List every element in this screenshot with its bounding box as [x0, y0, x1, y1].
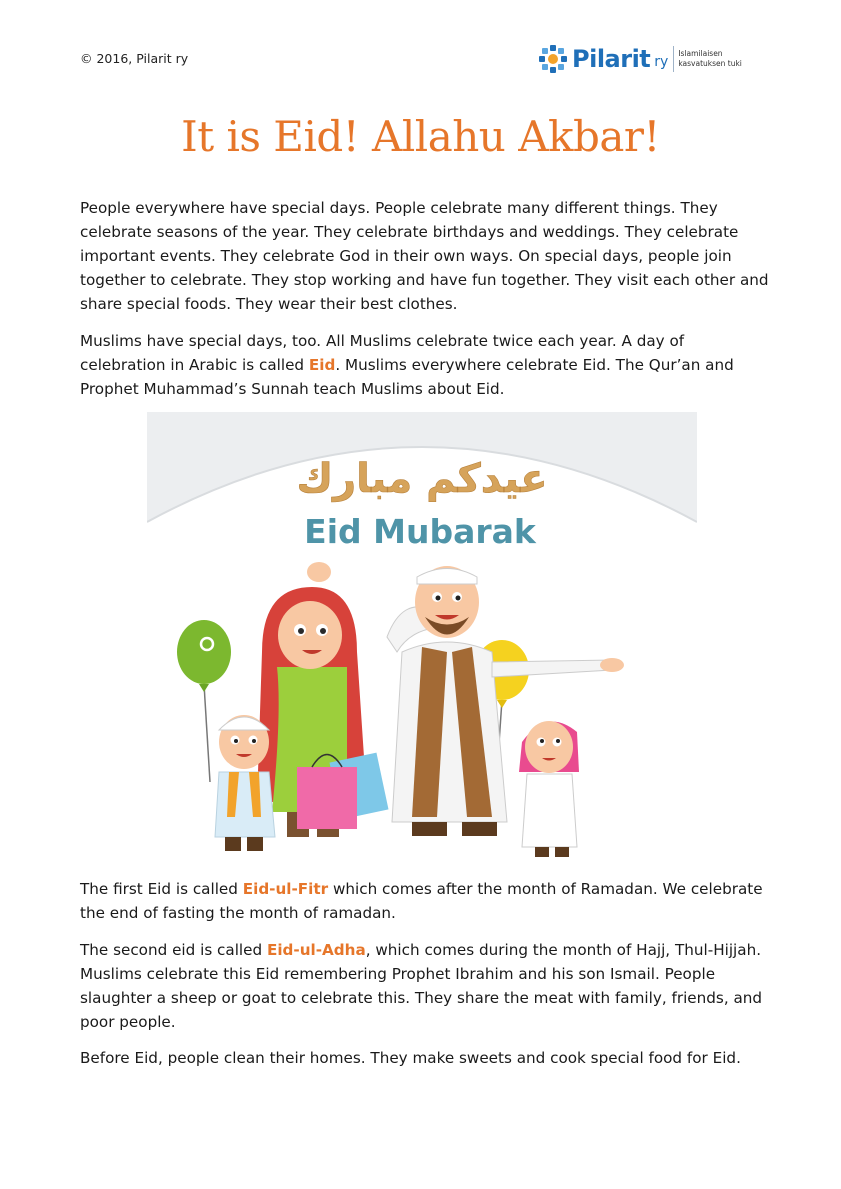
- page-title: It is Eid! Allahu Akbar!: [181, 112, 660, 161]
- eid-highlight: Eid: [308, 356, 336, 374]
- logo-suffix: ry: [654, 54, 669, 70]
- logo-tagline: [678, 49, 742, 69]
- p2-text-start: Muslims have special days, too. All Muslims celebrate twice each year. A day of celebration in Arabic is called: [80, 332, 685, 374]
- paragraph-eid-ul-adha: [80, 938, 770, 1034]
- eid-ul-fitr-highlight: Eid-ul-Fitr: [242, 880, 329, 898]
- girl-figure: [519, 721, 579, 857]
- paragraph-before-eid: Before Eid, people clean their homes. They make sweets and cook special food for Eid.: [80, 1049, 741, 1067]
- paragraph-muslim-days: [80, 329, 770, 401]
- paragraph-eid-ul-fitr: [80, 877, 770, 925]
- arabic-calligraphy: عيدكم مبارك: [296, 456, 548, 502]
- p4-text-start: The second eid is called: [80, 941, 267, 959]
- copyright-notice: © 2016, Pilarit ry: [80, 51, 189, 66]
- paragraph-special-days: People everywhere have special days. People celebrate many different things. They celebrate seasons of the year. They celebrate birthdays and weddings. They celebrate important events. They celebrate God in their own ways. On special days, people join together to celebrate. They stop working and have fun together. They visit each other and share special foods. They wear their best clothes.: [80, 199, 769, 313]
- p4-text-end: , which comes during the month of Hajj, Thul-Hijjah. Muslims celebrate this Eid remembering Prophet Ibrahim and his son Ismail. People slaughter a sheep or goat to celebrate this. They share the meat with family, friends, and poor people.: [80, 941, 763, 1031]
- pilarit-logo: [537, 42, 742, 76]
- p2-text-end: . Muslims everywhere celebrate Eid. The Qur’an and Prophet Muhammad’s Sunnah teach Muslims about Eid.: [80, 356, 734, 398]
- logo-tagline-line2: kasvatuksen tuki: [678, 59, 742, 68]
- logo-divider: [673, 46, 674, 72]
- logo-tagline-line1: Islamilaisen: [678, 49, 723, 58]
- eid-mubarak-banner: Eid Mubarak: [304, 512, 536, 551]
- eid-mubarak-illustration: [147, 412, 697, 862]
- boy-figure: [215, 715, 275, 851]
- logo-name: Pilarit: [572, 45, 651, 73]
- p3-text-end: which comes after the month of Ramadan. We celebrate the end of fasting the month of ramadan.: [80, 880, 763, 922]
- p3-text-start: The first Eid is called: [80, 880, 243, 898]
- eid-ul-adha-highlight: Eid-ul-Adha: [266, 941, 366, 959]
- star-flower-icon: [537, 43, 569, 75]
